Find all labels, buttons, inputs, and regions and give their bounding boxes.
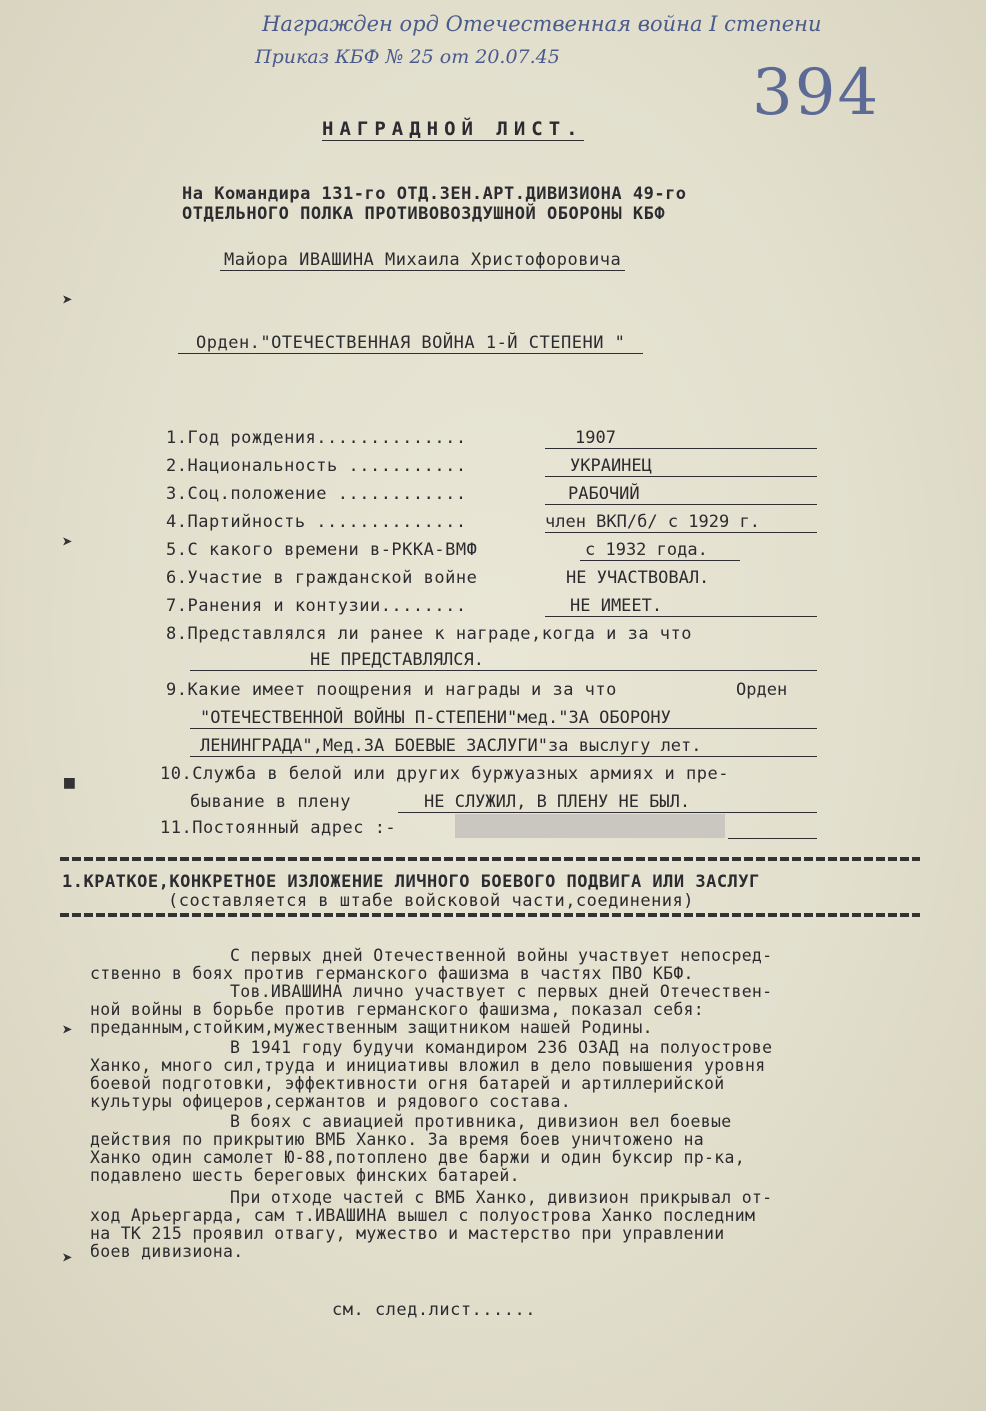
field-label-wounds: 7.Ранения и контузии........ xyxy=(166,596,467,616)
field-value-awards-line2: "ОТЕЧЕСТВЕННОЙ ВОЙНЫ П-СТЕПЕНИ"мед."ЗА ОБОРОНУ xyxy=(200,708,671,728)
margin-mark: ■ xyxy=(64,772,75,793)
nominee-name: Майора ИВАШИНА Михаила Христофоровича xyxy=(220,250,625,271)
field-label-awards: 9.Какие имеет поощрения и награды и за что xyxy=(166,680,617,700)
field-value-party: член ВКП/б/ с 1929 г. xyxy=(545,512,760,532)
field-value-awards-line3: ЛЕНИНГРАДА",Мед.ЗА БОЕВЫЕ ЗАСЛУГИ"за выслугу лет. xyxy=(200,736,702,756)
field-underline xyxy=(728,838,817,839)
body-line: ственно в боях против германского фашизма в частях ПВО КБФ. xyxy=(90,964,694,983)
body-line: В 1941 году будучи командиром 236 ОЗАД на полуострове xyxy=(230,1038,773,1057)
section-divider-bottom xyxy=(60,913,920,917)
award-order: Орден."ОТЕЧЕСТВЕННАЯ ВОЙНА 1-Й СТЕПЕНИ " xyxy=(178,333,643,354)
field-label-address: 11.Постоянный адрес :- xyxy=(160,818,397,838)
field-value-civil-war: НЕ УЧАСТВОВАЛ. xyxy=(566,568,710,588)
field-value-wounds: НЕ ИМЕЕТ. xyxy=(570,596,663,616)
subject-line-2: ОТДЕЛЬНОГО ПОЛКА ПРОТИВОВОЗДУШНОЙ ОБОРОНЫ КБФ xyxy=(182,204,666,224)
subject-line-1: На Командира 131-го ОТД.ЗЕН.АРТ.ДИВИЗИОНА 49-го xyxy=(182,184,687,204)
field-underline xyxy=(398,812,817,813)
field-label-previous-nomination: 8.Представлялся ли ранее к награде,когда и за что xyxy=(166,624,693,644)
field-value-nationality: УКРАИНЕЦ xyxy=(570,456,652,476)
field-value-white-army: НЕ СЛУЖИЛ, В ПЛЕНУ НЕ БЫЛ. xyxy=(424,792,691,812)
field-label-social-status: 3.Соц.положение ............ xyxy=(166,484,467,504)
archive-page-number: 394 xyxy=(752,56,881,130)
field-value-previous-nomination: НЕ ПРЕДСТАВЛЯЛСЯ. xyxy=(310,650,484,670)
body-line: ход Арьергарда, сам т.ИВАШИНА вышел с полуострова Ханко последним xyxy=(90,1206,756,1225)
section-subheading: (составляется в штабе войсковой части,соединения) xyxy=(168,891,695,911)
body-line: С первых дней Отечественной войны участвует непосред- xyxy=(230,946,773,965)
field-label-birth-year: 1.Год рождения.............. xyxy=(166,428,467,448)
field-underline xyxy=(580,560,740,561)
field-label-party: 4.Партийность .............. xyxy=(166,512,467,532)
body-line: боевой подготовки, эффективности огня батарей и артиллерийской xyxy=(90,1074,725,1093)
body-line: ной войны в борьбе против германского фашизма, показал себя: xyxy=(90,1000,705,1019)
body-line: преданным,стойким,мужественным защитником нашей Родины. xyxy=(90,1018,653,1037)
page-title: НАГРАДНОЙ ЛИСТ. xyxy=(322,118,584,140)
body-line: В боях с авиацией противника, дивизион вел боевые xyxy=(230,1112,732,1131)
field-underline xyxy=(190,670,817,671)
body-line: боев дивизиона. xyxy=(90,1242,244,1261)
field-value-birth-year: 1907 xyxy=(575,428,616,448)
field-underline xyxy=(190,756,817,757)
field-underline xyxy=(545,532,817,533)
handwritten-award-note: Награжден орд Отечественная война I степени xyxy=(262,12,822,36)
continued-note: см. след.лист...... xyxy=(332,1300,536,1320)
field-value-service-since: с 1932 года. xyxy=(585,540,708,560)
margin-mark: ➤ xyxy=(62,290,73,311)
margin-mark: ➤ xyxy=(62,532,73,553)
body-line: действия по прикрытию ВМБ Ханко. За время боев уничтожено на xyxy=(90,1130,705,1149)
field-label-white-army: 10.Служба в белой или других буржуазных армиях и пре- xyxy=(160,764,729,784)
field-label-white-army-line2: бывание в плену xyxy=(190,792,352,812)
body-line: Ханко, много сил,труда и инициативы вложил в дело повышения уровня xyxy=(90,1056,766,1075)
field-underline xyxy=(545,448,817,449)
field-underline xyxy=(545,504,817,505)
field-value-awards: Орден xyxy=(736,680,788,700)
body-line: Ханко один самолет Ю-88,потоплено две баржи и один буксир пр-ка, xyxy=(90,1148,745,1167)
margin-mark: ➤ xyxy=(62,1020,73,1041)
body-line: на ТК 215 проявил отвагу, мужество и мастерство при управлении xyxy=(90,1224,725,1243)
field-label-civil-war: 6.Участие в гражданской войне xyxy=(166,568,478,588)
section-heading: 1.КРАТКОЕ,КОНКРЕТНОЕ ИЗЛОЖЕНИЕ ЛИЧНОГО БОЕВОГО ПОДВИГА ИЛИ ЗАСЛУГ xyxy=(62,872,760,892)
field-value-social-status: РАБОЧИЙ xyxy=(568,484,640,504)
body-line: Тов.ИВАШИНА лично участвует с первых дней Отечествен- xyxy=(230,982,773,1001)
field-label-nationality: 2.Национальность ........... xyxy=(166,456,467,476)
handwritten-order-note: Приказ КБФ № 25 от 20.07.45 xyxy=(255,46,560,68)
margin-mark: ➤ xyxy=(62,1248,73,1269)
field-underline xyxy=(190,728,817,729)
field-underline xyxy=(545,616,817,617)
field-label-service-since: 5.С какого времени в-РККА-ВМФ xyxy=(166,540,478,560)
body-line: При отходе частей с ВМБ Ханко, дивизион прикрывал от- xyxy=(230,1188,773,1207)
section-divider-top xyxy=(60,857,920,861)
body-line: подавлено шесть береговых финских батарей. xyxy=(90,1166,520,1185)
field-underline xyxy=(545,476,817,477)
address-redaction xyxy=(455,814,725,838)
body-line: культуры офицеров,сержантов и рядового состава. xyxy=(90,1092,571,1111)
